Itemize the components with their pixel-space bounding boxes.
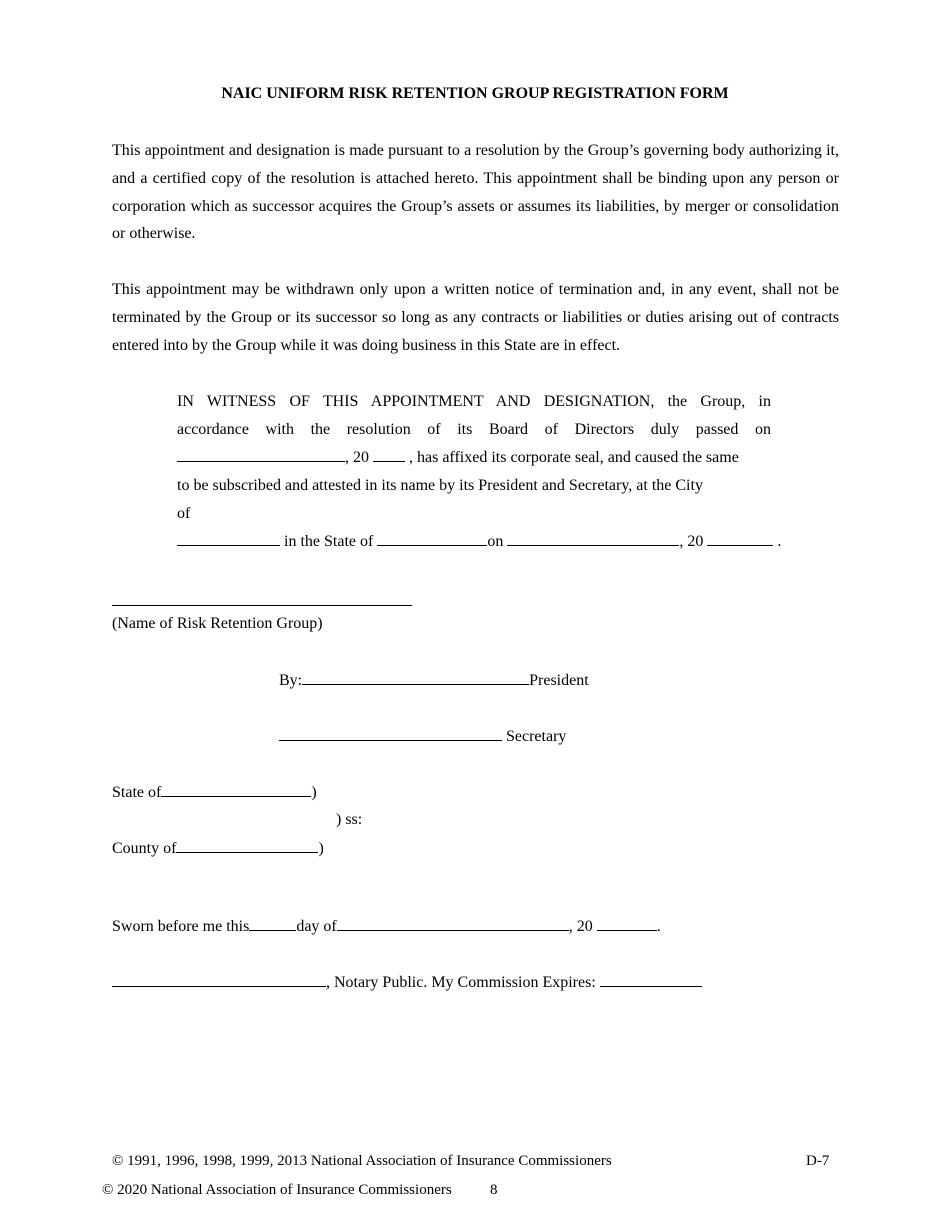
sworn-label: Sworn before me this (112, 918, 250, 935)
group-name-label: (Name of Risk Retention Group) (112, 615, 323, 632)
witness-line-6 (177, 528, 782, 556)
secretary-label: Secretary (506, 728, 567, 745)
year-prefix: , 20 (345, 449, 369, 466)
state-line (112, 782, 317, 803)
seal-text: , has affixed its corporate seal, and caused the same (409, 449, 739, 466)
witness-line-3 (177, 444, 771, 472)
president-label: President (529, 672, 589, 689)
paragraph-withdrawal: This appointment may be withdrawn only upon a written notice of termination and, in any event, shall not be terminated by the Group or its successor so long as any contracts or liabilities or duties arising out of contracts entered into by the Group while it was doing business in this State are in effect. (112, 281, 839, 354)
state-paren: ) (311, 784, 317, 801)
sworn-period: . (656, 918, 661, 935)
state-of-text: in the State of (284, 533, 374, 550)
footer-copyright: © 1991, 1996, 1998, 1999, 2013 National Association of Insurance Commissioners (112, 1153, 612, 1169)
state-field[interactable] (161, 782, 311, 797)
state-label: State of (112, 784, 162, 801)
president-signature-line (279, 670, 589, 691)
notary-name-field[interactable] (112, 972, 326, 987)
footer-page-number: 8 (490, 1182, 498, 1198)
witness-block (177, 388, 782, 556)
witness-period: . (777, 533, 782, 550)
paragraph-appointment: This appointment and designation is made pursuant to a resolution by the Group’s governing body authorizing it, and a certified copy of the resolution is attached hereto. This appointment shall be binding upon any person or corporation which as successor acquires the Group’s assets or assumes its liabilities, by merger or consolidation or otherwise. (112, 142, 839, 243)
on-text: on (487, 533, 504, 550)
witness-line-5: of (177, 505, 191, 522)
form-title: NAIC UNIFORM RISK RETENTION GROUP REGISTRATION FORM (221, 85, 729, 102)
day-of-label: day of (296, 918, 337, 935)
by-label: By: (279, 672, 303, 689)
group-name-field[interactable] (112, 591, 412, 606)
county-paren: ) (318, 840, 324, 857)
ss-label: ) ss: (336, 811, 363, 828)
witness-year-field[interactable] (707, 531, 773, 546)
witness-year-prefix: , 20 (679, 533, 704, 550)
resolution-date-field[interactable] (177, 447, 345, 462)
sworn-year-field[interactable] (597, 916, 657, 931)
witness-date-field[interactable] (507, 531, 679, 546)
president-signature-field[interactable] (302, 670, 529, 685)
notary-label: , Notary Public. My Commission Expires: (326, 974, 596, 991)
county-field[interactable] (176, 838, 318, 853)
sworn-day-field[interactable] (249, 916, 296, 931)
witness-line-1: IN WITNESS OF THIS APPOINTMENT AND DESIGNATION, the Group, in (177, 393, 771, 410)
witness-line-2: accordance with the resolution of its Board of Directors duly passed on (177, 421, 771, 438)
witness-line-4: to be subscribed and attested in its name by its President and Secretary, at the City (177, 477, 703, 494)
county-label: County of (112, 840, 177, 857)
witness-state-field[interactable] (377, 531, 487, 546)
secretary-signature-line (279, 726, 566, 747)
footer-copyright-2020: © 2020 National Association of Insurance Commissioners (102, 1182, 452, 1198)
county-line (112, 838, 324, 859)
resolution-year-field[interactable] (373, 447, 405, 462)
notary-line (112, 972, 702, 993)
secretary-signature-field[interactable] (279, 726, 502, 741)
footer-page-code: D-7 (806, 1153, 830, 1169)
commission-expires-field[interactable] (600, 972, 702, 987)
sworn-line (112, 916, 661, 937)
sworn-month-field[interactable] (337, 916, 569, 931)
sworn-year-prefix: , 20 (568, 918, 593, 935)
city-field[interactable] (177, 531, 280, 546)
